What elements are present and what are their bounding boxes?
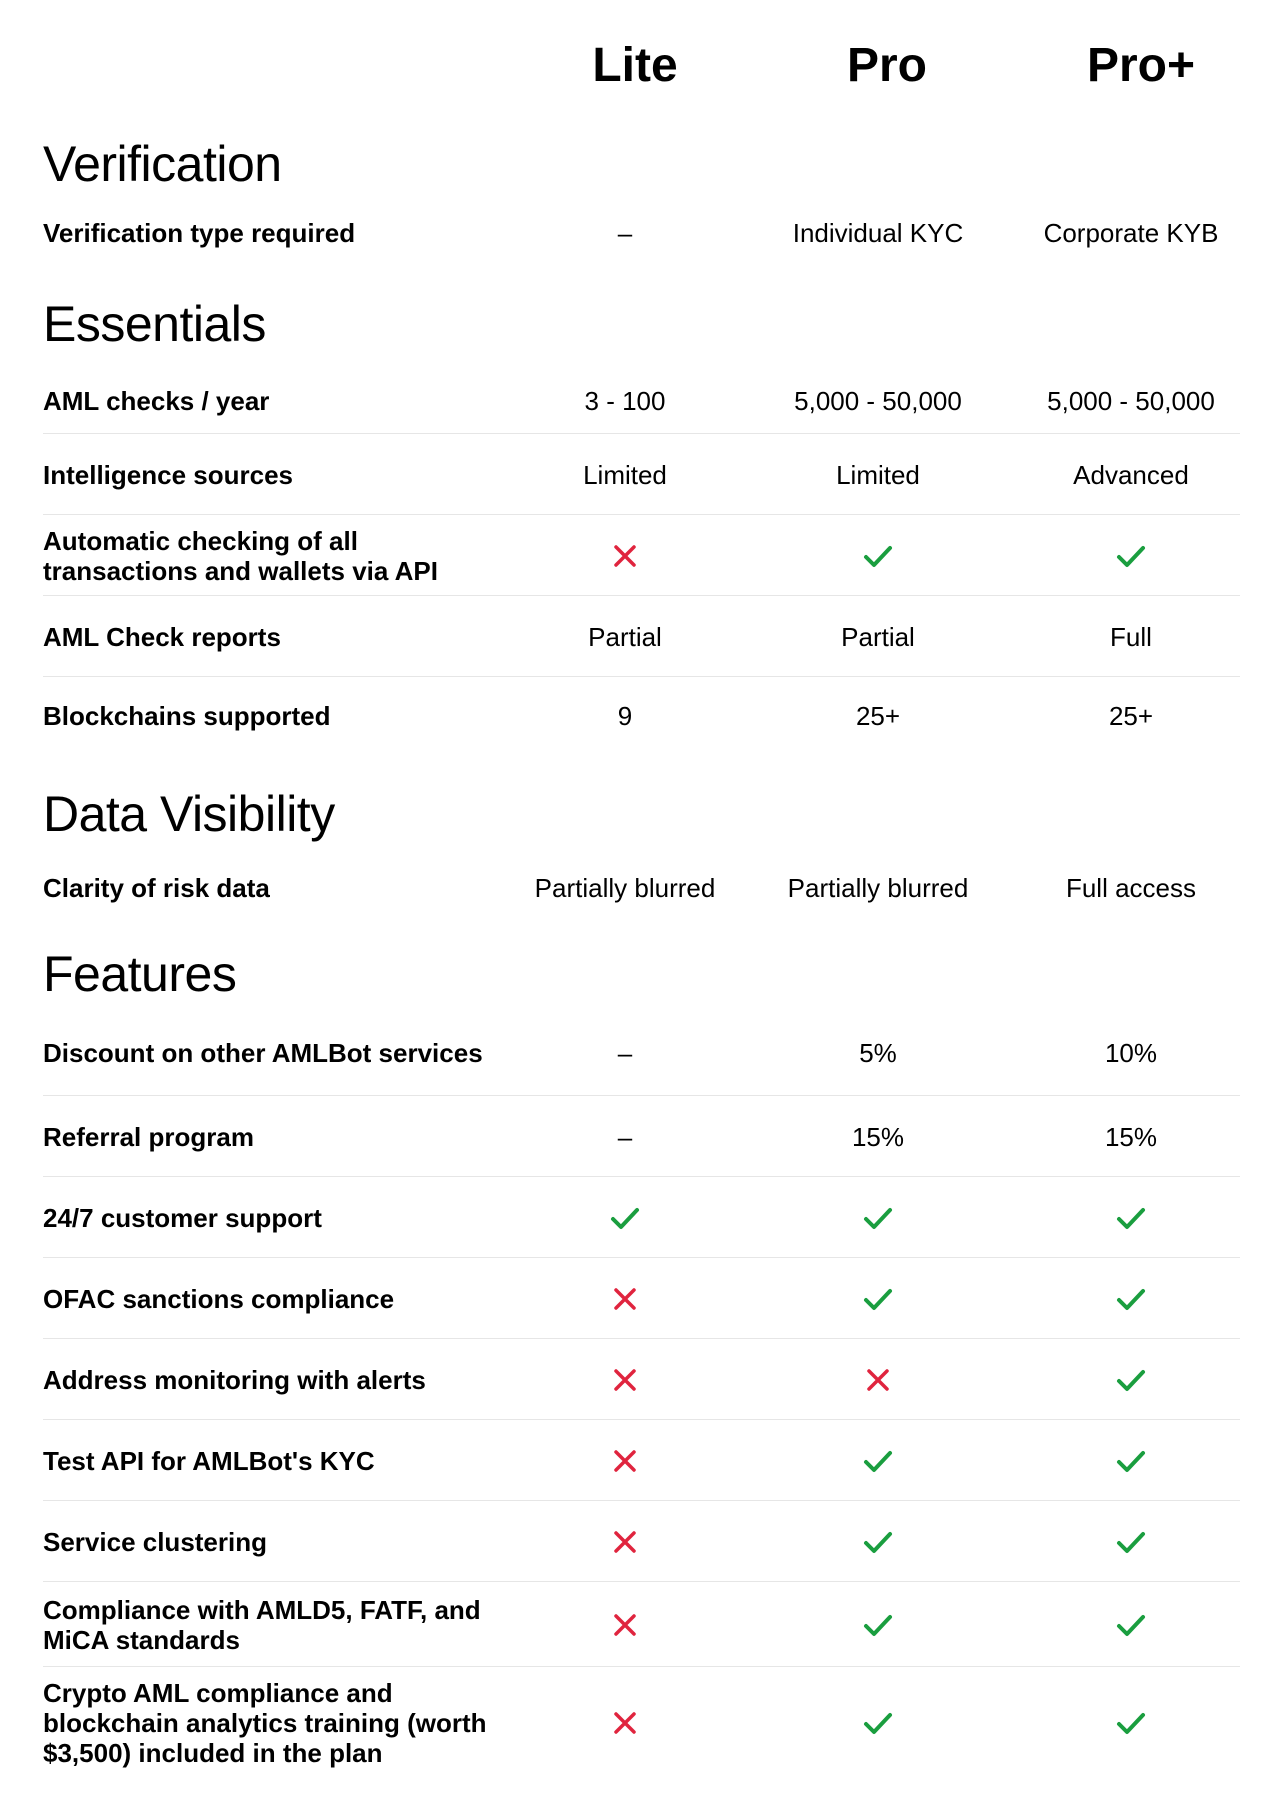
section-title-essentials: Essentials (43, 296, 266, 352)
check-icon (1006, 1502, 1256, 1582)
row-label: OFAC sanctions compliance (43, 1283, 395, 1314)
table-row (43, 1010, 1240, 1096)
cell-value: 3 - 100 (584, 386, 666, 416)
cell-value: Individual KYC (792, 218, 964, 248)
table-row (43, 678, 1240, 754)
row-label: Clarity of risk data (43, 873, 270, 903)
row-label: Test API for AMLBot's KYC (43, 1445, 375, 1476)
cell-value: 5% (859, 1038, 897, 1068)
check-icon (1006, 1668, 1256, 1778)
row-label: Automatic checking of all transactions and wallets via API (43, 525, 438, 586)
check-icon (753, 1668, 1003, 1778)
row-label: AML Check reports (43, 621, 281, 652)
table-row (43, 1421, 1240, 1501)
table-row (43, 1583, 1240, 1667)
row-label: Crypto AML compliance and blockchain analytics training (worth $3,500) included in the plan (43, 1678, 487, 1768)
cell-value: Partially blurred (534, 873, 716, 903)
cell-value: 5,000 - 50,000 (1047, 386, 1215, 416)
check-icon (753, 1583, 1003, 1667)
cell-value: Advanced (1073, 460, 1189, 490)
cross-icon (500, 1340, 750, 1420)
cross-icon (500, 1583, 750, 1667)
cell-value: – (617, 1122, 633, 1152)
check-icon (1006, 1583, 1256, 1667)
cell-value: 15% (851, 1122, 905, 1152)
cell-value: Partial (841, 622, 915, 652)
check-icon (1006, 1178, 1256, 1258)
check-icon (753, 516, 1003, 596)
table-row (43, 1668, 1240, 1778)
plan-header-pro: Pro (846, 39, 927, 92)
table-row (43, 1097, 1240, 1177)
cell-value: 9 (617, 701, 633, 731)
row-label: Blockchains supported (43, 701, 331, 731)
plan-header-lite: Lite (592, 39, 678, 92)
table-row (43, 368, 1240, 434)
cell-value: 15% (1104, 1122, 1158, 1152)
row-label: Discount on other AMLBot services (43, 1037, 483, 1068)
cell-value: Limited (836, 460, 920, 490)
cross-icon (500, 1421, 750, 1501)
check-icon (753, 1421, 1003, 1501)
row-label: Referral program (43, 1121, 254, 1152)
cell-value: 25+ (855, 701, 901, 731)
row-label: 24/7 customer support (43, 1202, 322, 1233)
table-row (43, 1340, 1240, 1420)
section-title-data-visibility: Data Visibility (43, 786, 335, 842)
check-icon (500, 1178, 750, 1258)
table-row (43, 1502, 1240, 1582)
cross-icon (500, 516, 750, 596)
plan-header-proplus: Pro+ (1086, 39, 1196, 92)
row-label: Service clustering (43, 1526, 267, 1557)
row-label: Intelligence sources (43, 459, 293, 490)
table-row (43, 205, 1240, 261)
row-label: AML checks / year (43, 385, 270, 416)
check-icon (753, 1178, 1003, 1258)
table-row (43, 516, 1240, 596)
cell-value: Full (1110, 622, 1152, 652)
cross-icon (500, 1259, 750, 1339)
table-row (43, 597, 1240, 677)
cell-value: Partial (588, 622, 662, 652)
table-row (43, 435, 1240, 515)
table-row (43, 1259, 1240, 1339)
row-label: Verification type required (43, 218, 356, 248)
check-icon (1006, 1421, 1256, 1501)
check-icon (1006, 1259, 1256, 1339)
check-icon (1006, 516, 1256, 596)
check-icon (1006, 1340, 1256, 1420)
cell-value: – (617, 1038, 633, 1068)
cross-icon (500, 1502, 750, 1582)
section-title-verification: Verification (43, 136, 282, 192)
cell-value: – (617, 218, 633, 248)
check-icon (753, 1502, 1003, 1582)
cross-icon (753, 1340, 1003, 1420)
cell-value: Full access (1065, 873, 1197, 903)
cell-value: 5,000 - 50,000 (794, 386, 962, 416)
cell-value: Corporate KYB (1043, 218, 1219, 248)
cell-value: 25+ (1108, 701, 1154, 731)
table-row (43, 860, 1240, 916)
check-icon (753, 1259, 1003, 1339)
cell-value: Partially blurred (787, 873, 969, 903)
cell-value: 10% (1104, 1038, 1158, 1068)
cross-icon (500, 1668, 750, 1778)
row-label: Address monitoring with alerts (43, 1364, 426, 1395)
cell-value: Limited (583, 460, 667, 490)
row-label: Compliance with AMLD5, FATF, and MiCA standards (43, 1594, 481, 1655)
table-row (43, 1178, 1240, 1258)
section-title-features: Features (43, 946, 237, 1002)
